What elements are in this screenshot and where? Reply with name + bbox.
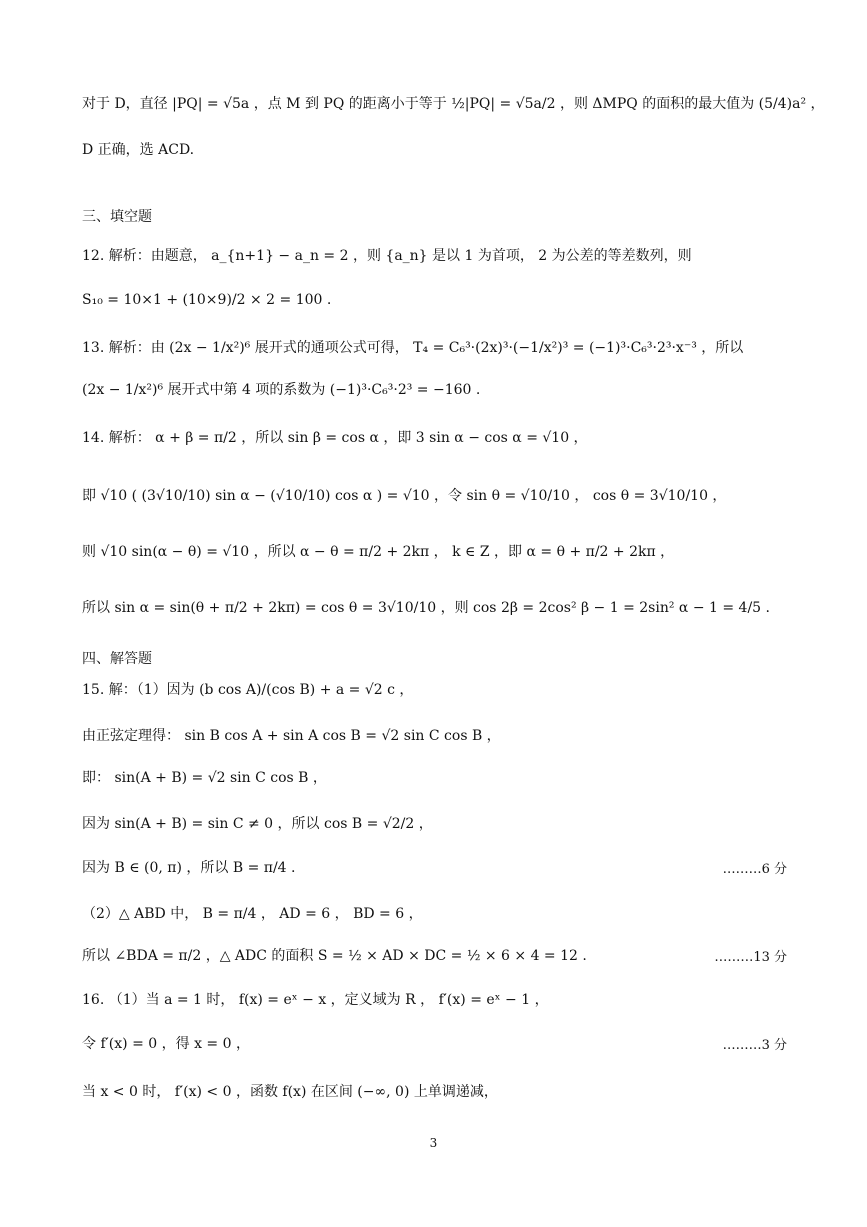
answer-line-d-conclusion: D 正确，选 ACD. — [82, 142, 195, 158]
answer-line-d-option: 对于 D，直径 |PQ| = √5a ，点 M 到 PQ 的距离小于等于 ½|PQ| = √5a/2 ，则 ΔMPQ 的面积的最大值为 (5/4)a² ， — [82, 96, 825, 112]
q13-line-1: 13. 解析：由 (2x − 1/x²)⁶ 展开式的通项公式可得， T₄ = C₆³·(2x)³·(−1/x²)³ = (−1)³·C₆³·2³·x⁻³ ，所以 — [82, 340, 744, 356]
q16-line-2: 令 f′(x) = 0 ，得 x = 0 ， — [82, 1036, 250, 1052]
q15-line-3: 即： sin(A + B) = √2 sin C cos B ， — [82, 770, 327, 786]
score-marker-13: ………13 分 — [714, 950, 787, 965]
q12-line-1: 12. 解析：由题意， a_{n+1} − a_n = 2 ，则 {a_n} 是以 1 为首项， 2 为公差的等差数列，则 — [82, 248, 692, 264]
q15-line-4: 因为 sin(A + B) = sin C ≠ 0 ，所以 cos B = √2/2 ， — [82, 816, 433, 832]
section-heading-fill-blank: 三、填空题 — [82, 209, 152, 225]
q15-line-2: 由正弦定理得： sin B cos A + sin A cos B = √2 sin C cos B ， — [82, 728, 501, 744]
q15-line-5: 因为 B ∈ (0, π) ，所以 B = π/4 . — [82, 860, 296, 876]
q14-line-1: 14. 解析： α + β = π/2 ，所以 sin β = cos α ，即 3 sin α − cos α = √10 ， — [82, 430, 588, 446]
q15-line-1: 15. 解：（1）因为 (b cos A)/(cos B) + a = √2 c ， — [82, 682, 414, 698]
score-marker-3: ………3 分 — [722, 1038, 787, 1053]
q12-line-2: S₁₀ = 10×1 + (10×9)/2 × 2 = 100 . — [82, 292, 332, 308]
score-marker-6: ………6 分 — [722, 862, 787, 877]
q13-line-2: (2x − 1/x²)⁶ 展开式中第 4 项的系数为 (−1)³·C₆³·2³ = −160 . — [82, 382, 481, 398]
q14-line-4: 所以 sin α = sin(θ + π/2 + 2kπ) = cos θ = 3√10/10 ，则 cos 2β = 2cos² β − 1 = 2sin² α − 1 = 4/5 . — [82, 600, 770, 616]
q15-part2-line-2: 所以 ∠BDA = π/2 ，△ ADC 的面积 S = ½ × AD × DC = ½ × 6 × 4 = 12 . — [82, 948, 587, 964]
q14-line-3: 则 √10 sin(α − θ) = √10 ，所以 α − θ = π/2 + 2kπ ， k ∈ Z ，即 α = θ + π/2 + 2kπ ， — [82, 544, 675, 560]
q16-line-3: 当 x < 0 时， f′(x) < 0 ，函数 f(x) 在区间 (−∞, 0) 上单调递减， — [82, 1084, 498, 1100]
section-heading-solutions: 四、解答题 — [82, 651, 152, 667]
q16-line-1: 16. （1）当 a = 1 时， f(x) = eˣ − x ，定义域为 R ， f′(x) = eˣ − 1 ， — [82, 992, 549, 1008]
page-number: 3 — [429, 1136, 438, 1150]
q15-part2-line-1: （2）△ ABD 中， B = π/4 ， AD = 6 ， BD = 6 ， — [82, 906, 423, 922]
q14-line-2: 即 √10 ( (3√10/10) sin α − (√10/10) cos α ) = √10 ，令 sin θ = √10/10 ， cos θ = 3√10/10 ， — [82, 488, 727, 504]
